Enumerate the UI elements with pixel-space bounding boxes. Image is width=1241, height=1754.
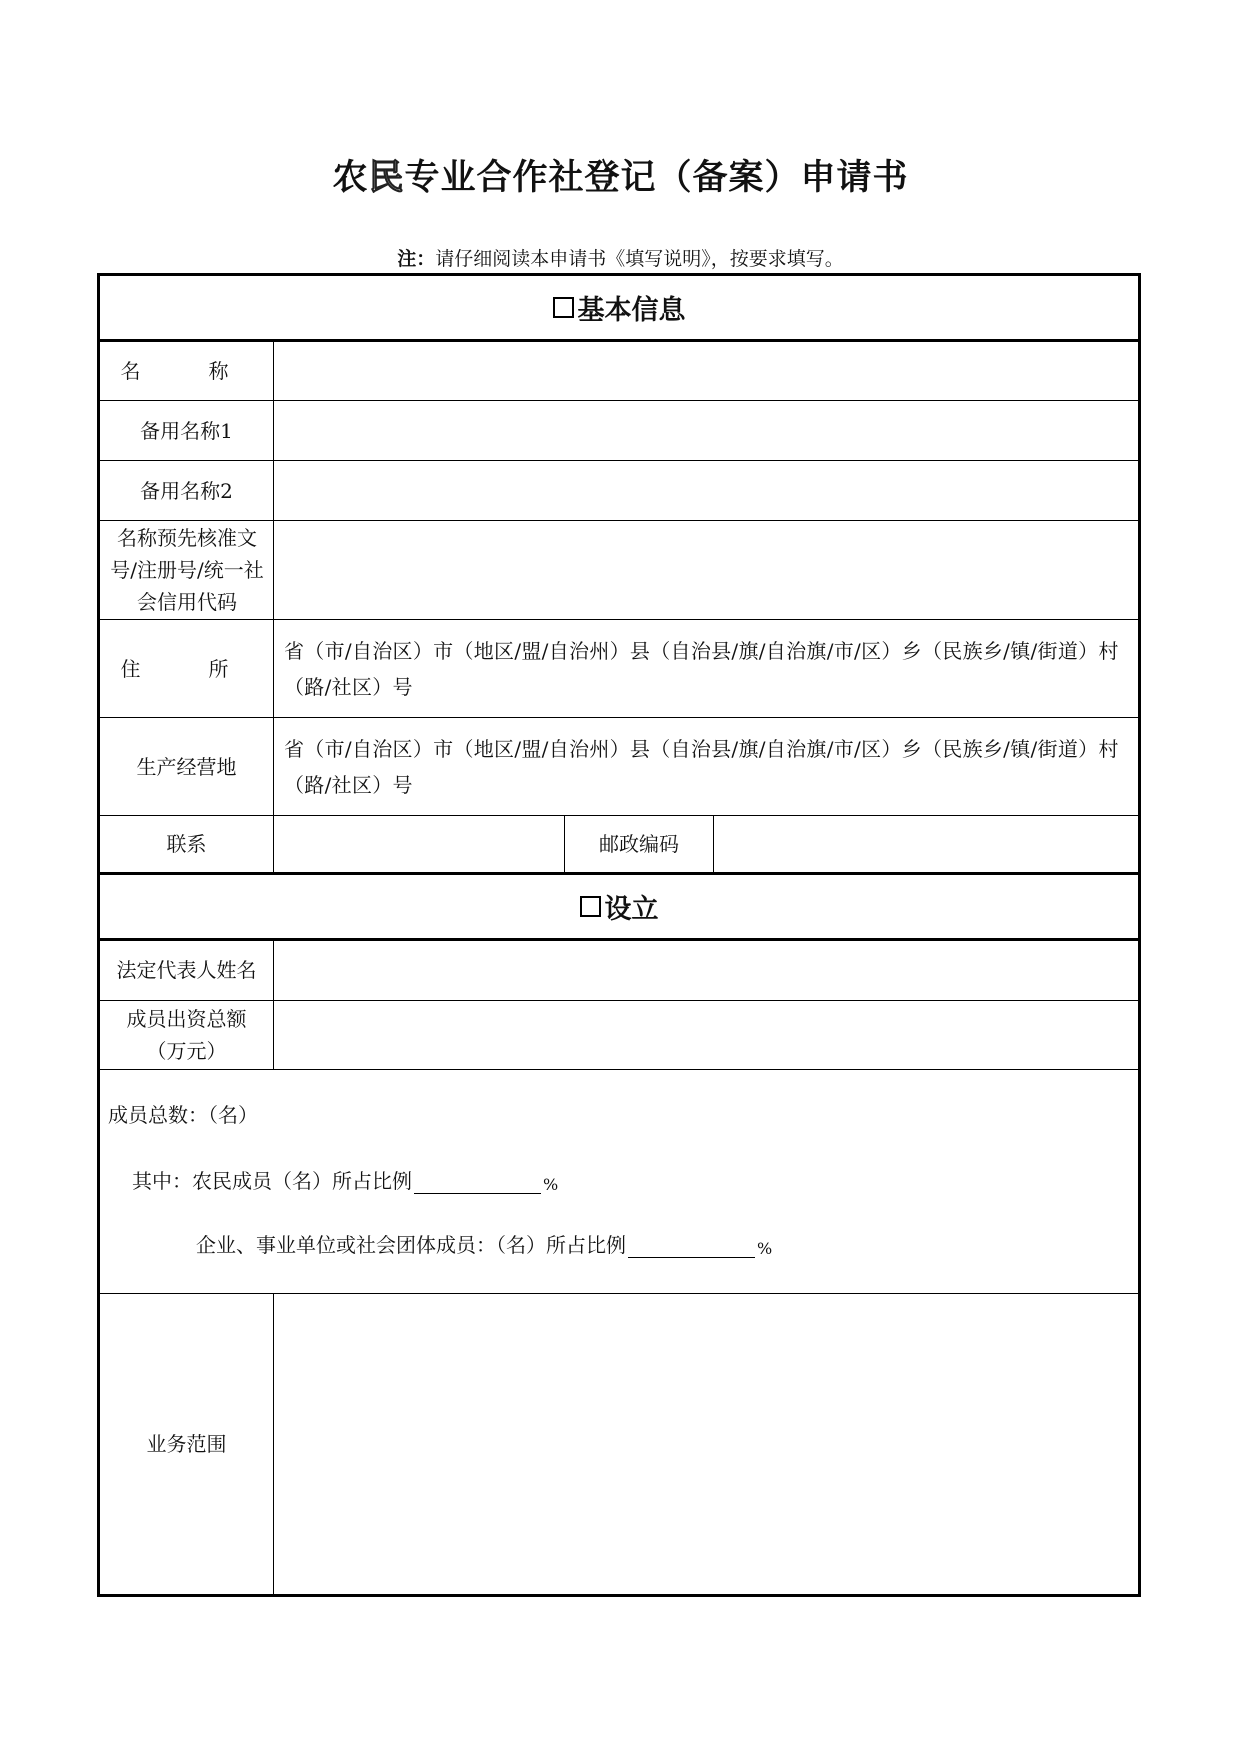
establish-checkbox[interactable] <box>580 896 601 917</box>
business-scope-field[interactable] <box>274 1294 1138 1594</box>
alt-name1-label: 备用名称1 <box>140 418 233 443</box>
member-capital-field[interactable] <box>274 1001 1138 1069</box>
preapproval-number-label: 名称预先核准文号/注册号/统一社会信用代码 <box>110 526 264 614</box>
org-member-line: 企业、事业单位或社会团体成员：（名）所占比例 % <box>196 1233 773 1258</box>
member-total-line: 成员总数：（名） <box>108 1103 258 1127</box>
document-title: 农民专业合作社登记（备案）申请书 <box>332 158 909 198</box>
contact-field[interactable] <box>274 816 564 872</box>
alt-name1-field[interactable] <box>274 401 1138 460</box>
fill-instructions-note: 注：请仔细阅读本申请书《填写说明》，按要求填写。 <box>397 248 844 270</box>
section-basic-info: 基本信息 <box>97 276 1141 339</box>
legal-representative-field[interactable] <box>274 940 1138 1000</box>
name-label: 名 称 <box>120 358 253 383</box>
member-capital-label: 成员出资总额 （万元） <box>126 1007 247 1063</box>
preapproval-number-field[interactable] <box>274 521 1138 619</box>
alt-name2-field[interactable] <box>274 461 1138 520</box>
org-ratio-blank[interactable] <box>628 1235 755 1258</box>
name-field[interactable] <box>274 341 1138 400</box>
contact-label: 联系 <box>166 832 207 856</box>
divider <box>97 1069 1141 1070</box>
postal-code-field[interactable] <box>714 816 1138 872</box>
alt-name2-label: 备用名称2 <box>140 478 233 503</box>
section-establish: 设立 <box>97 875 1141 938</box>
residence-address[interactable]: 省（市/自治区）市（地区/盟/自治州）县（自治县/旗/自治旗/市/区）乡（民族乡/镇/街道）村（路/社区）号 <box>284 638 1119 699</box>
farmer-ratio-blank[interactable] <box>414 1171 541 1194</box>
farmer-member-line: 其中：农民成员（名）所占比例 % <box>132 1169 559 1194</box>
legal-representative-label: 法定代表人姓名 <box>116 958 257 982</box>
business-scope-label: 业务范围 <box>146 1432 227 1456</box>
basic-info-checkbox[interactable] <box>553 297 574 318</box>
postal-code-label: 邮政编码 <box>599 832 679 856</box>
production-site-address[interactable]: 省（市/自治区）市（地区/盟/自治州）县（自治县/旗/自治旗/市/区）乡（民族乡/镇/街道）村（路/社区）号 <box>284 736 1119 797</box>
production-site-label: 生产经营地 <box>136 754 237 779</box>
residence-label: 住 所 <box>120 656 253 681</box>
